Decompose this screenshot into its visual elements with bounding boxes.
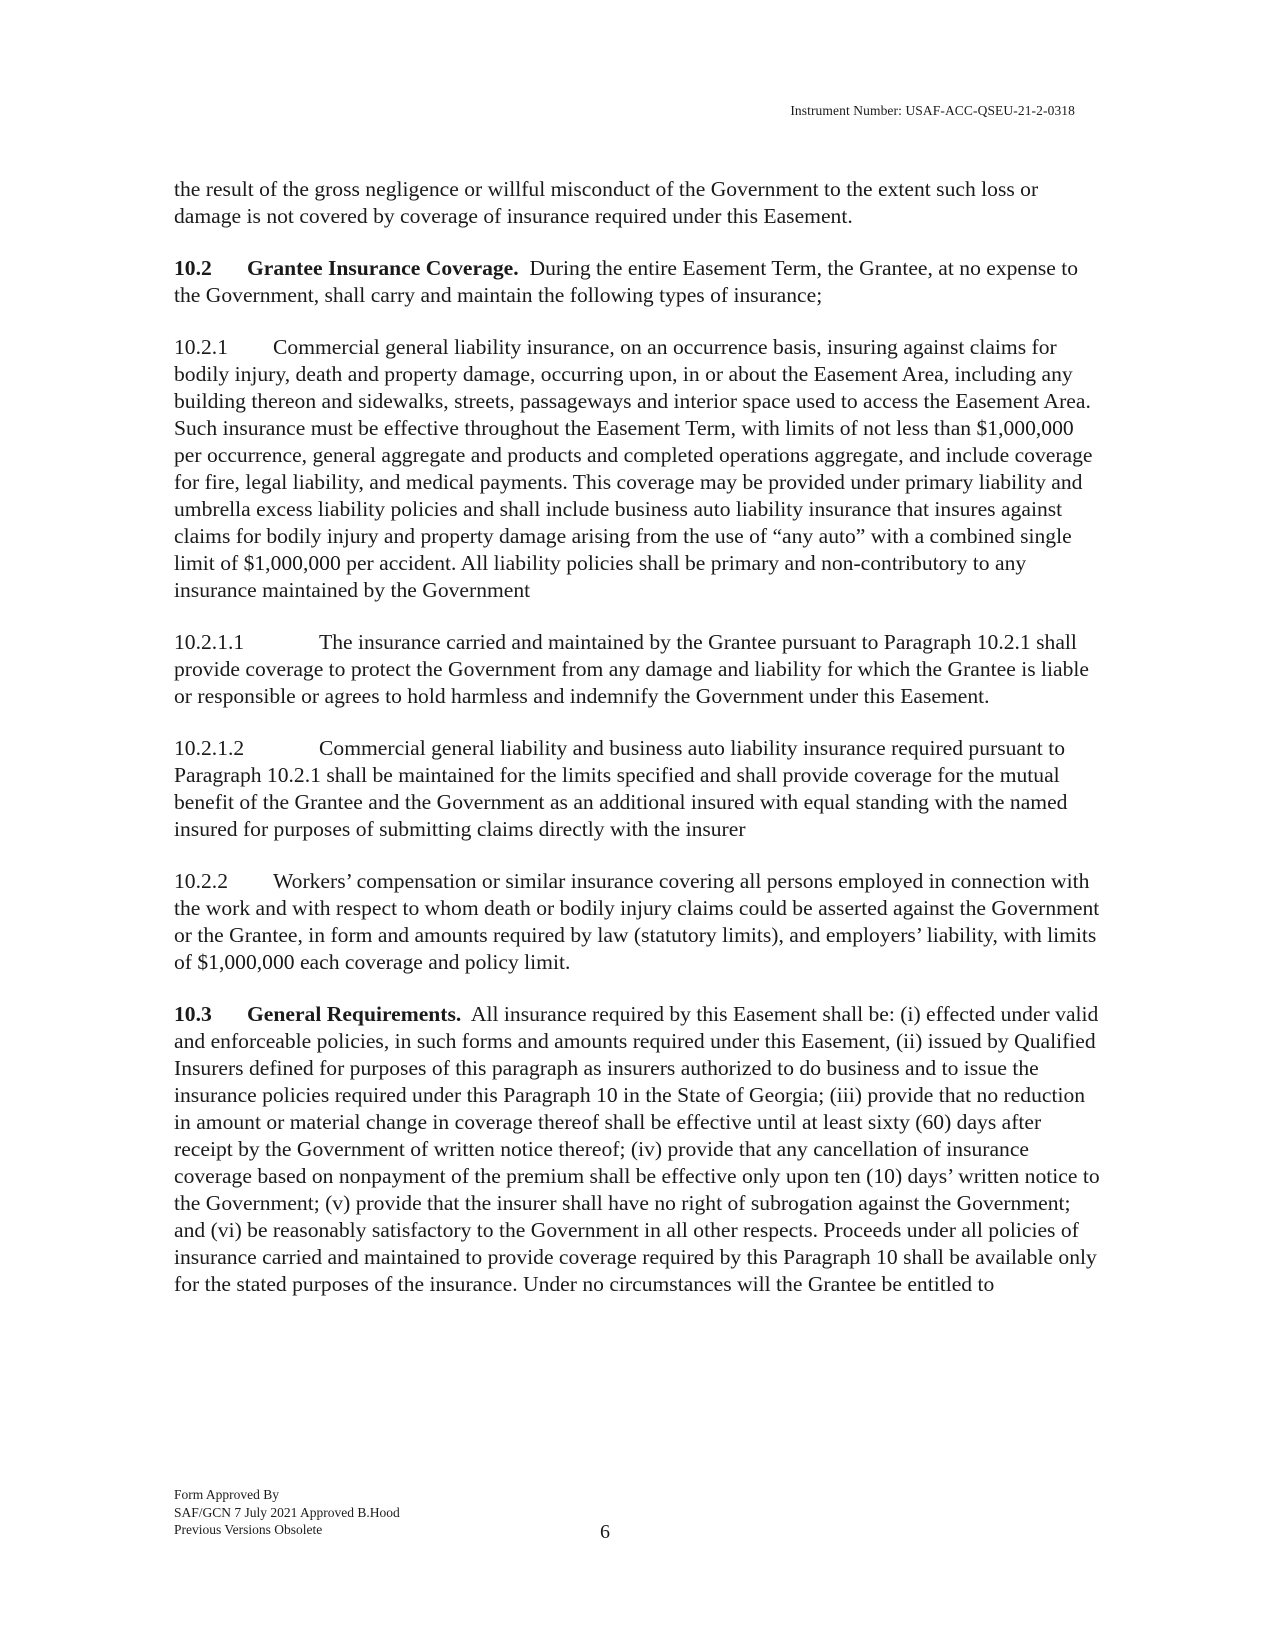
paragraph-text: the result of the gross negligence or willful misconduct of the Government to the extent such loss or damage is not covered by coverage of insurance required under this Easement.: [174, 177, 1039, 228]
section-number: 10.2: [174, 256, 212, 280]
section-10-2-1-2: [174, 735, 1104, 843]
paragraph-text: The insurance carried and maintained by the Grantee pursuant to Paragraph 10.2.1 shall provide coverage to protect the Government from any damage and liability for which the Grantee is liable or responsible or agrees to hold harmless and indemnify the Government under this Easement.: [174, 630, 1090, 708]
paragraph-text: During the entire Easement Term, the Grantee, at no expense to the Government, shall carry and maintain the following types of insurance;: [174, 256, 1079, 307]
instrument-number: Instrument Number: USAF-ACC-QSEU-21-2-0318: [790, 103, 1075, 118]
paragraph-text: Workers’ compensation or similar insurance covering all persons employed in connection with the work and with respect to whom death or bodily injury claims could be asserted against the Government or the Grantee, in form and amounts required by law (statutory limits), and employers’ liability, with limits of $1,000,000 each coverage and policy limit.: [174, 869, 1100, 974]
section-number: 10.2.1.1: [174, 630, 245, 654]
form-footer: [174, 1486, 400, 1539]
section-10-2: [174, 255, 1104, 309]
footer-obsolete-note: Previous Versions Obsolete: [174, 1522, 323, 1537]
section-10-3: [174, 1001, 1104, 1298]
section-10-2-1: [174, 334, 1104, 604]
section-number: 10.2.1: [174, 335, 228, 359]
section-10-2-2: [174, 868, 1104, 976]
page-number: 6: [600, 1521, 610, 1543]
paragraph-continuation: [174, 176, 1104, 230]
footer-form-approved: Form Approved By: [174, 1487, 280, 1502]
paragraph-text: All insurance required by this Easement shall be: (i) effected under valid and enforceable policies, in such forms and amounts required under this Easement, (ii) issued by Qualified Insurers defined for purposes of this paragraph as insurers authorized to do business and to issue the insurance policies required under this Paragraph 10 in the State of Georgia; (iii) provide that no reduction in amount or material change in coverage thereof shall be effective until at least sixty (60) days after receipt by the Government of written notice thereof; (iv) provide that any cancellation of insurance coverage based on nonpayment of the premium shall be effective only upon ten (10) days’ written notice to the Government; (v) provide that the insurer shall have no right of subrogation against the Government; and (vi) be reasonably satisfactory to the Government in all other respects. Proceeds under all policies of insurance carried and maintained to provide coverage required by this Paragraph 10 shall be available only for the stated purposes of the insurance. Under no circumstances will the Grantee be entitled to: [174, 1002, 1100, 1296]
section-heading: Grantee Insurance Coverage.: [247, 256, 519, 280]
section-number: 10.3: [174, 1002, 212, 1026]
section-number: 10.2.1.2: [174, 736, 245, 760]
section-10-2-1-1: [174, 629, 1104, 710]
section-number: 10.2.2: [174, 869, 228, 893]
document-body: [174, 176, 1104, 1323]
paragraph-text: Commercial general liability insurance, on an occurrence basis, insuring against claims for bodily injury, death and property damage, occurring upon, in or about the Easement Area, including any building thereon and sidewalks, streets, passageways and interior space used to access the Easement Area. Such insurance must be effective throughout the Easement Term, with limits of not less than $1,000,000 per occurrence, general aggregate and products and completed operations aggregate, and include coverage for fire, legal liability, and medical payments. This coverage may be provided under primary liability and umbrella excess liability policies and shall include business auto liability insurance that insures against claims for bodily injury and property damage arising from the use of “any auto” with a combined single limit of $1,000,000 per accident. All liability policies shall be primary and non-contributory to any insurance maintained by the Government: [174, 335, 1093, 602]
section-heading: General Requirements.: [247, 1002, 462, 1026]
paragraph-text: Commercial general liability and business auto liability insurance required pursuant to Paragraph 10.2.1 shall be maintained for the limits specified and shall provide coverage for the mutual benefit of the Grantee and the Government as an additional insured with equal standing with the named insured for purposes of submitting claims directly with the insurer: [174, 736, 1068, 841]
footer-approval-info: SAF/GCN 7 July 2021 Approved B.Hood: [174, 1504, 400, 1520]
